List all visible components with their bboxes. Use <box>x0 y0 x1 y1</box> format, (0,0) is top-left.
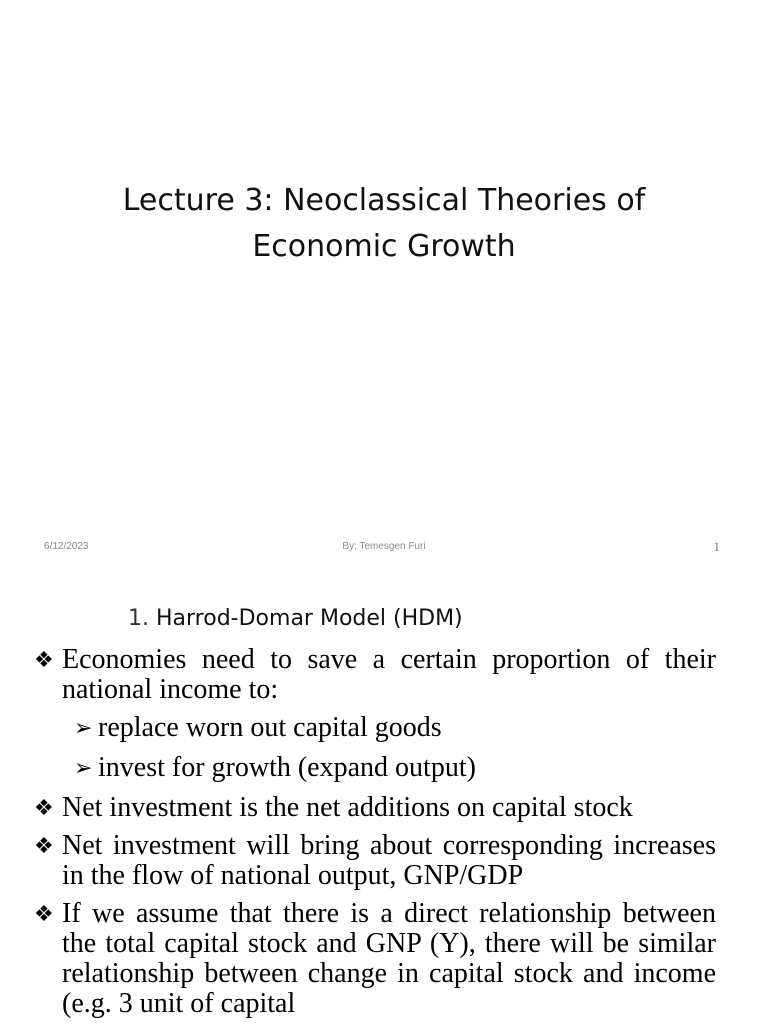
bullet-text: Net investment is the net additions on capital stock <box>62 792 633 823</box>
bullet-item <box>34 899 716 1019</box>
heading-text: Harrod-Domar Model (HDM) <box>156 606 463 631</box>
arrow-bullet-icon: ➢ <box>74 756 93 781</box>
title-line-1: Lecture 3: Neoclassical Theories of <box>122 183 646 218</box>
bullet-text: invest for growth (expand output) <box>98 752 476 783</box>
bullet-item <box>34 831 716 891</box>
bullet-text: Economies need to save a certain proportion of their national income to: <box>62 644 716 705</box>
footer-date: 6/12/2023 <box>44 541 89 552</box>
page-number: 1 <box>713 539 720 554</box>
slide-title <box>60 178 708 270</box>
sub-bullet-item <box>34 753 716 783</box>
diamond-bullet-icon: ❖ <box>34 648 54 673</box>
slide-2 <box>0 576 768 1024</box>
arrow-bullet-icon: ➢ <box>74 716 93 741</box>
diamond-bullet-icon: ❖ <box>34 834 54 859</box>
footer-author: By: Temesgen Furi <box>342 541 426 552</box>
bullet-item <box>34 793 716 823</box>
bullet-text: If we assume that there is a direct relationship between the total capital stock and GNP (Y), there will be similar relationship between change in capital stock and income (e.g. 3 unit of capital <box>62 898 716 1019</box>
diamond-bullet-icon: ❖ <box>34 796 54 821</box>
sub-bullet-item <box>34 713 716 743</box>
title-line-2: Economic Growth <box>252 229 516 264</box>
section-heading <box>128 606 463 631</box>
bullet-text: Net investment will bring about corresponding increases in the flow of national output, GNP/GDP <box>62 830 716 891</box>
bullet-text: replace worn out capital goods <box>98 712 442 743</box>
bullet-list <box>34 645 716 1024</box>
heading-number: 1. <box>128 606 149 631</box>
diamond-bullet-icon: ❖ <box>34 902 54 927</box>
bullet-item <box>34 645 716 705</box>
